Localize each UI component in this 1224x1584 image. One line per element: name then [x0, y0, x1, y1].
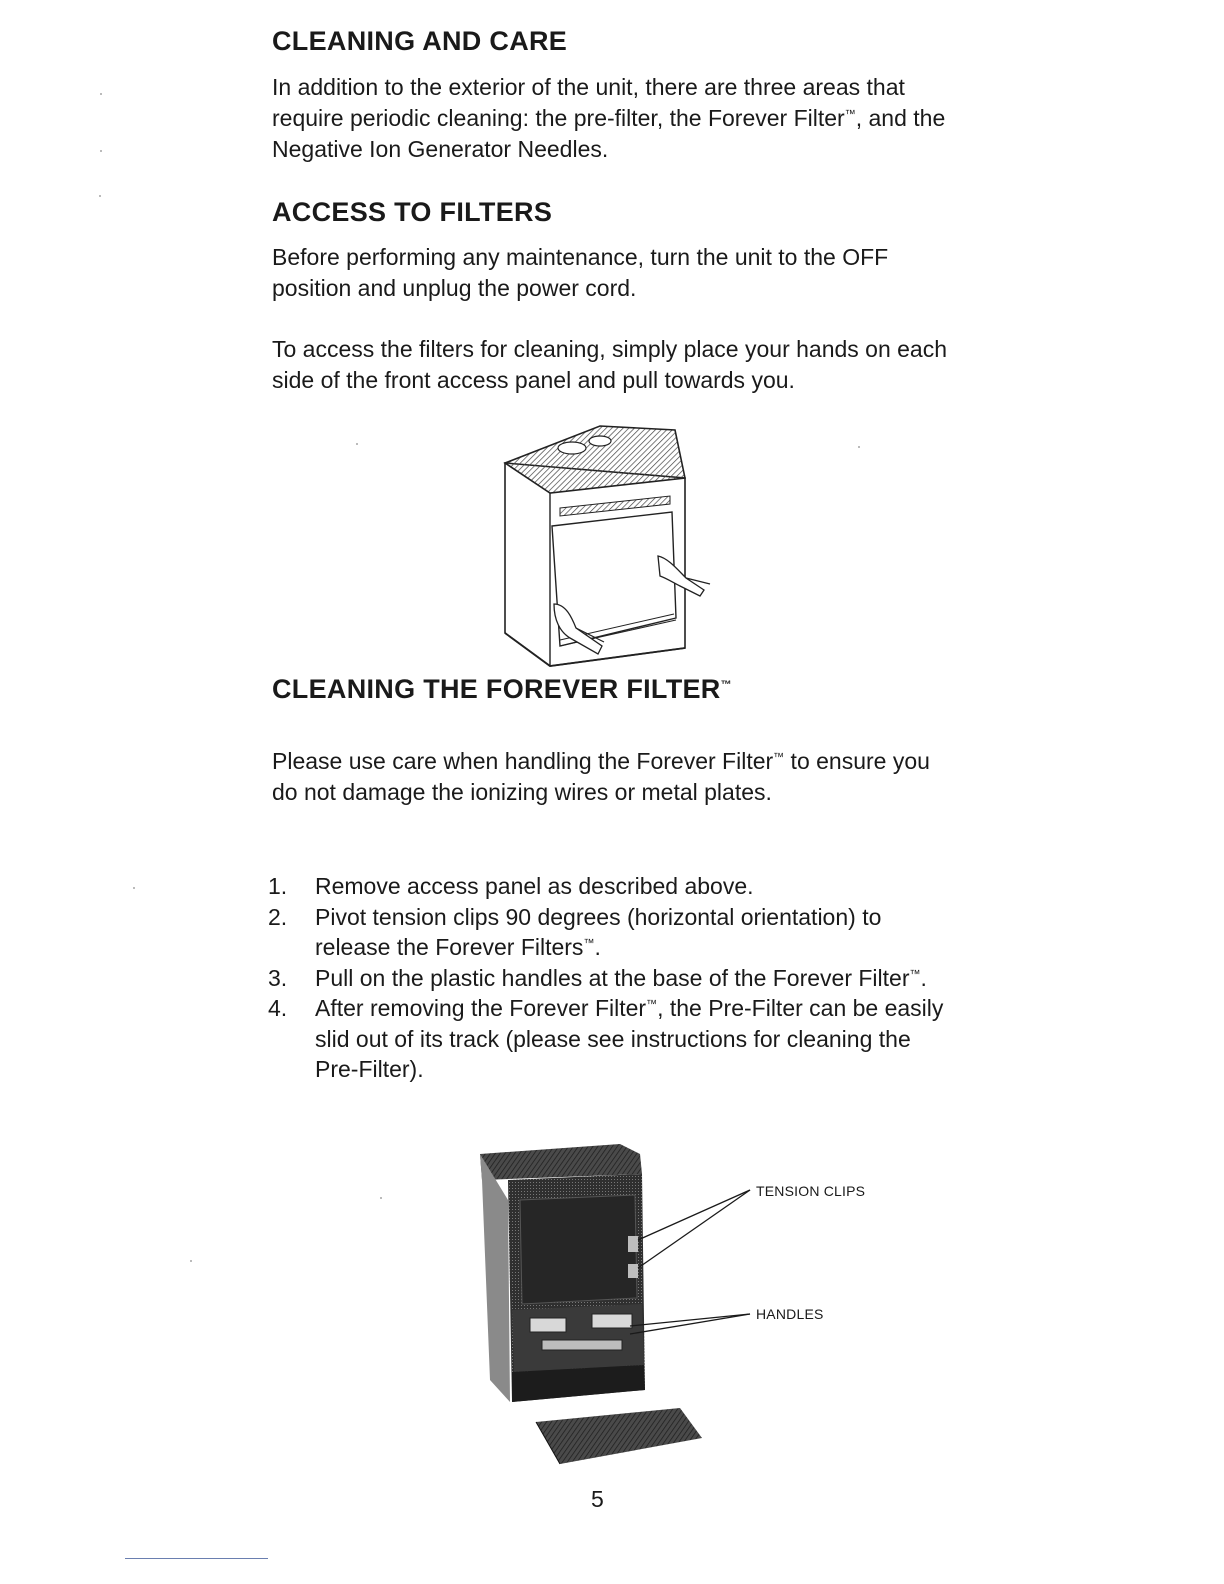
forever-intro-text-b: to ensure you do not damage the ionizing wires or metal plates. — [272, 748, 930, 805]
step-text: Pivot tension clips 90 degrees (horizontal orientation) to release the Forever Filters — [315, 903, 882, 960]
scan-speck — [858, 446, 860, 448]
step-text-end: , the Pre-Filter can be easily slid out of its track (please see instructions for cleaning the Pre-Filter). — [315, 995, 944, 1082]
forever-filter-illustration — [470, 1140, 760, 1470]
cleaning-forever-title-text: CLEANING THE FOREVER FILTER — [272, 674, 721, 704]
forever-filter-intro-paragraph — [272, 746, 952, 808]
scan-speck — [190, 1260, 192, 1262]
step-text-end: . — [920, 964, 927, 991]
scan-speck — [99, 195, 101, 197]
step-number: 4. — [268, 995, 288, 1021]
list-item — [268, 871, 948, 902]
callout-leader-tension-clips — [638, 1190, 750, 1268]
cleaning-care-paragraph — [272, 72, 952, 165]
cleaning-care-text-a: In addition to the exterior of the unit, there are three areas that require periodic cleaning: the pre-filter, the Forever Filter — [272, 74, 905, 131]
trademark-mark: ™ — [583, 937, 595, 950]
step-number: 1. — [268, 873, 288, 899]
callout-leader-tension-clips — [638, 1190, 750, 1240]
scan-rule-line — [125, 1558, 268, 1559]
list-item — [268, 963, 948, 994]
step-text: After removing the Forever Filter — [315, 995, 647, 1021]
trademark-mark: ™ — [844, 108, 856, 121]
trademark-mark: ™ — [773, 751, 785, 764]
trademark-mark: ™ — [909, 967, 921, 980]
scan-speck — [100, 150, 102, 152]
cleaning-care-text-b: , and the Negative Ion Generator Needles. — [272, 105, 946, 162]
step-text: Pull on the plastic handles at the base of the Forever Filter — [315, 964, 910, 991]
scan-speck — [100, 93, 102, 95]
access-paragraph-maintenance: Before performing any maintenance, turn the unit to the OFF position and unplug the power cord. — [272, 244, 889, 301]
access-panel-illustration — [490, 408, 720, 673]
section-title-cleaning-forever-filter — [272, 674, 732, 705]
access-paragraph-panel: To access the filters for cleaning, simply place your hands on each side of the front access panel and pull towards you. — [272, 336, 948, 393]
callout-label-tension-clips: TENSION CLIPS — [756, 1183, 866, 1199]
section-title-cleaning-and-care: CLEANING AND CARE — [272, 26, 568, 56]
page-number: 5 — [591, 1486, 604, 1512]
scan-speck — [133, 887, 135, 889]
step-text: Remove access panel as described above. — [315, 873, 754, 899]
trademark-mark: ™ — [646, 998, 658, 1011]
scan-speck — [380, 1197, 382, 1199]
list-item — [268, 993, 948, 1085]
step-number: 2. — [268, 903, 288, 930]
callout-label-handles: HANDLES — [756, 1306, 824, 1322]
forever-intro-text-a: Please use care when handling the Forever Filter — [272, 748, 774, 774]
trademark-mark: ™ — [720, 679, 732, 691]
step-text-end: . — [594, 934, 601, 960]
step-number: 3. — [268, 964, 288, 991]
forever-filter-steps — [268, 871, 948, 1085]
scan-speck — [356, 443, 358, 445]
section-title-access-to-filters: ACCESS TO FILTERS — [272, 197, 553, 227]
list-item — [268, 902, 948, 963]
